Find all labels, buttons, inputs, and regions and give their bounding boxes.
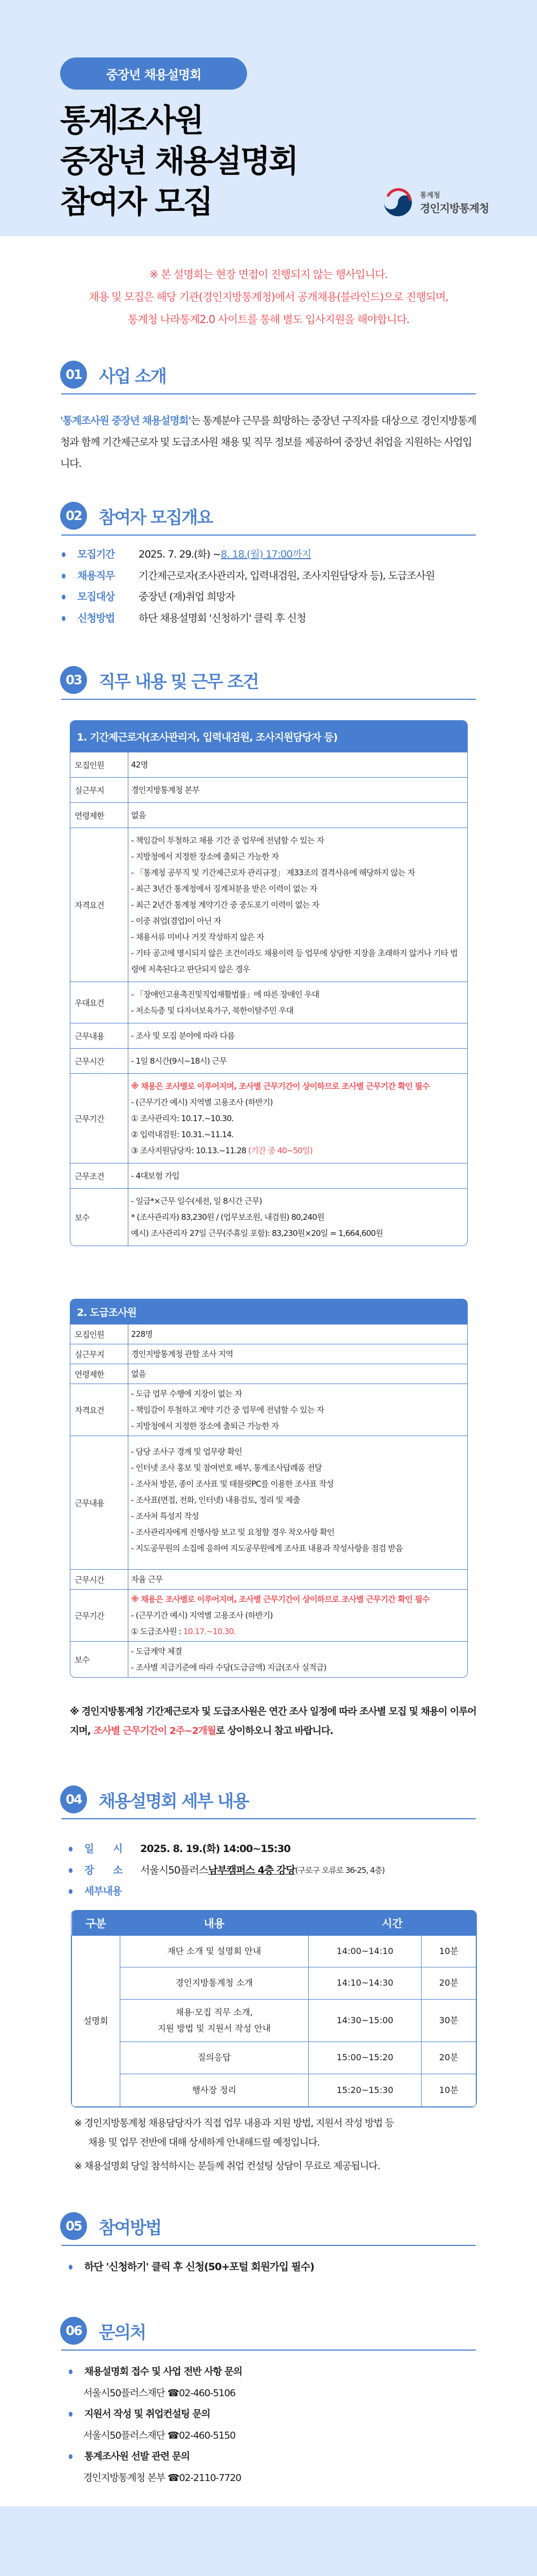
table-row: [70, 1569, 467, 1589]
row-label: 모집인원: [70, 752, 128, 777]
note-line: ※ 경인지방통계청 채용담당자가 직접 업무 내용과 지원 방법, 지원서 작성 방법 등: [74, 2118, 394, 2129]
value-line: - 저소득층 및 다자녀보육가구, 북한이탈주민 우대: [131, 1006, 294, 1015]
value-line: 예시) 조사관리자 27일 근무(주휴일 포함): 83,230원×20일 = 1,664,600원: [131, 1228, 383, 1238]
value-line: 없음: [131, 1369, 146, 1379]
item-value: 하단 '신청하기' 클릭 후 신청(50+포털 회원가입 필수): [84, 2261, 314, 2273]
value-line: - 지방청에서 지정한 장소에 출퇴근 가능한 자: [131, 852, 279, 861]
schedule-duration: 10분: [422, 1935, 476, 1967]
contact-org: 서울시50플러스재단: [83, 2387, 165, 2399]
period-highlight: (기간 중 40~50일): [248, 1146, 313, 1155]
recruitment-note: [70, 1702, 478, 1741]
section-header-intro: [60, 361, 477, 409]
bullet-icon: [69, 1889, 72, 1894]
value-line: - 지도공무원의 소집에 응하여 지도공무원에게 조사표 내용과 작성사항을 점검 받음: [131, 1543, 403, 1553]
row-value: [128, 1023, 467, 1048]
table-row: [70, 1364, 467, 1384]
table-row: [70, 1048, 467, 1073]
table-row: [70, 1344, 467, 1364]
bullet-icon: [69, 2369, 72, 2374]
section-header-contact: [60, 2317, 477, 2365]
contact-list: [67, 2361, 242, 2489]
item-label: 모집대상: [77, 591, 115, 603]
contact-detail: [67, 2425, 242, 2447]
phone-icon: ☎: [165, 2429, 179, 2441]
item-value: 서울시50플러스: [140, 1864, 208, 1876]
table-row: [70, 752, 467, 777]
section-number: 05: [60, 2212, 87, 2240]
section-divider: [61, 393, 476, 394]
item-label: 모집기간: [77, 548, 115, 560]
title-line: 참여자 모집: [60, 184, 212, 220]
table-row: [70, 1641, 467, 1677]
event-notes: [74, 2114, 394, 2176]
section-number: 06: [60, 2317, 87, 2345]
value-line: - 담당 조사구 경계 및 업무량 확인: [131, 1447, 242, 1457]
warning-text: ※ 채용은 조사별로 이루어지며, 조사별 근무기간이 상이하므로 조사별 근무기간 확인 필수: [131, 1594, 430, 1604]
value-line: - 조사별 지급기준에 따라 수당(도급금액) 지급(조사 실적급): [131, 1663, 326, 1672]
section-header-overview: [60, 502, 477, 550]
col-header: 내용: [120, 1911, 308, 1935]
section-title: 사업 소개: [99, 366, 166, 386]
logo-parent-org: 통계청: [420, 192, 440, 200]
event-date: [67, 1839, 384, 1860]
table-title: 2. 도급조사원: [70, 1299, 467, 1324]
value-line: - 조사처 특성지 작성: [131, 1511, 199, 1521]
value-line: - 1일 8시간(9시~18시) 근무: [131, 1056, 227, 1066]
intro-paragraph: [60, 410, 479, 474]
schedule-row: [72, 1967, 476, 1999]
schedule-time: 14:00~14:10: [308, 1935, 421, 1967]
note-highlight: 조사별 근무기간이 2주~2개월: [93, 1725, 216, 1737]
warning-text: ※ 채용은 조사별로 이루어지며, 조사별 근무기간이 상이하므로 조사별 근무기간 확인 필수: [131, 1081, 430, 1091]
row-label: 실근무지: [70, 1344, 128, 1364]
value-line: - 조사표(면접, 전화, 인터넷) 내용검토, 정리 및 제출: [131, 1495, 300, 1505]
value-line: - 인터넷 조사 홍보 및 참여번호 배부, 통계조사답례품 전달: [131, 1463, 322, 1473]
item-label: 일 시: [84, 1843, 122, 1855]
phone-icon: ☎: [165, 2387, 179, 2399]
value-line: [131, 1143, 465, 1159]
row-label: 보수: [70, 1642, 128, 1677]
value-line: - 도급 업무 수행에 지장이 없는 자: [131, 1389, 242, 1399]
row-label: 근무시간: [70, 1570, 128, 1589]
item-value: 중장년 (재)취업 희망자: [139, 591, 235, 603]
schedule-row: [72, 1999, 476, 2041]
table-row: [70, 1384, 467, 1436]
table-row: [70, 1073, 467, 1163]
section-divider: [61, 2350, 476, 2351]
period-highlight: 10.17.~10.30.: [183, 1627, 236, 1636]
venue-address: (구로구 오류로 36-25, 4층): [295, 1865, 384, 1875]
section-title: 참여자 모집개요: [99, 507, 213, 528]
row-value: [128, 1364, 467, 1384]
table-row: [70, 802, 467, 828]
period-text: ③ 조사지원담당자: 10.13.~11.28: [131, 1146, 249, 1155]
item-label: 장 소: [84, 1864, 122, 1876]
value-line: - 조사관리자에게 진행사항 보고 및 요청할 경우 착오사항 확인: [131, 1527, 335, 1537]
schedule-content: 질의응답: [120, 2041, 308, 2074]
value-line: - 일급*×근무 일수(세전, 일 8시간 근무): [131, 1196, 262, 1206]
section-divider: [61, 699, 476, 700]
row-value: [128, 1163, 467, 1188]
title-line: 중장년 채용설명회: [60, 143, 297, 179]
schedule-duration: 20분: [422, 1967, 476, 1999]
value-line: - 책임감이 투철하고 채용 기간 중 업무에 전념할 수 있는 자: [131, 836, 324, 845]
schedule-content: 채용·모집 직무 소개, 지원 방법 및 지원서 작성 안내: [120, 1999, 308, 2041]
row-value: [128, 1570, 467, 1589]
section-title: 채용설명회 세부 내용: [99, 1791, 249, 1811]
schedule-duration: 20분: [422, 2041, 476, 2074]
apply-list: [67, 2257, 314, 2278]
overview-item-period: [60, 544, 434, 566]
value-line: - 책임감이 투철하고 계약 기간 중 업무에 전념할 수 있는 자: [131, 1405, 324, 1415]
page-title: [60, 100, 297, 222]
table-row: [70, 777, 467, 802]
contact-phone: 02-2110-7720: [179, 2472, 241, 2484]
agency-logo: [382, 187, 489, 218]
item-label: 세부내용: [84, 1885, 122, 1897]
logo-org-name: 경인지방통계청: [420, 202, 489, 215]
schedule-duration: 30분: [422, 1999, 476, 2041]
contact-heading: [67, 2361, 242, 2383]
bullet-icon: [69, 2454, 72, 2459]
schedule-time: 14:30~15:00: [308, 1999, 421, 2041]
intro-text: 는 통계분야 근무를 희망하는 중장년 구직자를 대상으로 경인지방통계청과 함께 기간제근로자 및 도급조사원 채용 및 직무 정보를 제공하여 중장년 취업을 지원하는 사업입니다.: [60, 415, 476, 470]
schedule-content: 재단 소개 및 설명회 안내: [120, 1935, 308, 1967]
value-line: * (조사관리자) 83,230원 / (업무보조원, 내검원) 80,240원: [131, 1212, 324, 1222]
row-value: [128, 1642, 467, 1677]
value-line: ② 입력내검원: 10.31.~11.14.: [131, 1130, 234, 1139]
value-line: - 조사처 방문, 종이 조사표 및 태블릿PC를 이용한 조사표 작성: [131, 1479, 334, 1489]
overview-list: [60, 544, 434, 629]
event-details: [67, 1881, 384, 1902]
row-label: 보수: [70, 1189, 128, 1246]
schedule-row: [72, 2074, 476, 2106]
contact-phone: 02-460-5150: [179, 2429, 236, 2441]
section-header-jobs: [60, 666, 477, 714]
value-line: - 4대보험 가입: [131, 1171, 179, 1181]
note-text: 로 상이하오니 참고 바랍니다.: [215, 1725, 333, 1737]
note-line: ※ 채용설명회 당일 참석하시는 분들께 취업 컨설팅 상담이 무료로 제공됩니다.: [74, 2161, 380, 2172]
notice-line: 채용 및 모집은 해당 기관(경인지방통계청)에서 공개채용(블라인드)으로 진행되며,: [89, 290, 448, 303]
row-label: 근무내용: [70, 1436, 128, 1569]
value-line: ① 조사관리자: 10.17.~10.30.: [131, 1114, 234, 1123]
value-line: [131, 1623, 465, 1640]
section-number: 01: [60, 361, 87, 389]
item-value: 기간제근로자(조사관리자, 입력내검원, 조사지원담당자 등), 도급조사원: [139, 569, 435, 582]
row-label: 모집인원: [70, 1324, 128, 1344]
section-title: 직무 내용 및 근무 조건: [99, 671, 258, 692]
notice-line: ※ 본 설명회는 현장 면접이 진행되지 않는 행사입니다.: [149, 268, 388, 281]
contact-phone: 02-460-5106: [179, 2387, 236, 2399]
schedule-table: [71, 1910, 477, 2107]
contact-topic: 통계조사원 선발 관련 문의: [84, 2451, 190, 2462]
note-line: 채용 및 업무 전반에 대해 상세하게 안내해드릴 예정입니다.: [88, 2137, 320, 2148]
value-line: 경인지방통계청 본부: [131, 785, 200, 795]
section-title: 참여방법: [99, 2218, 161, 2238]
period-text: ① 도급조사원 :: [131, 1627, 184, 1636]
row-label: 자격요건: [70, 1384, 128, 1436]
venue: 남부캠퍼스 4층 강당: [208, 1864, 295, 1876]
bullet-icon: [69, 1847, 72, 1851]
section-number: 03: [60, 666, 87, 694]
contact-heading: [67, 2404, 242, 2425]
contact-detail: [67, 2383, 242, 2404]
bullet-icon: [62, 574, 66, 579]
section-divider: [61, 2245, 476, 2246]
contact-topic: 지원서 작성 및 취업컨설팅 문의: [84, 2409, 211, 2420]
contact-org: 경인지방통계청 본부: [83, 2472, 165, 2484]
apply-instruction: [67, 2257, 314, 2278]
value-line: - 이중 취업(겸업)이 아닌 자: [131, 916, 221, 926]
row-value: [128, 1049, 467, 1073]
row-value: [128, 828, 467, 982]
overview-item-jobs: [60, 566, 434, 587]
value-line: - (근무기간 예시) 지역별 고용조사 (하반기): [131, 1611, 273, 1620]
table-row: [70, 982, 467, 1023]
section-title: 문의처: [99, 2322, 146, 2343]
value-line: - 「장애인고용촉진및직업재활법률」에 따른 장애인 우대: [131, 990, 320, 999]
row-value: [128, 1189, 467, 1246]
value-line: - 「통계청 공무직 및 기간제근로자 관리규정」 제33조의 결격사유에 해당하지 않는 자: [131, 868, 415, 877]
item-value: 하단 채용설명회 '신청하기' 클릭 후 신청: [139, 612, 306, 624]
row-label: 연령제한: [70, 1364, 128, 1384]
event-badge: 중장년 채용설명회: [60, 57, 247, 90]
value-line: 없음: [131, 810, 146, 820]
section-header-apply: [60, 2212, 477, 2260]
overview-item-method: [60, 608, 434, 630]
value-line: - (근무기간 예시) 지역별 고용조사 (하반기): [131, 1097, 273, 1107]
row-label: 근무조건: [70, 1163, 128, 1188]
row-value: [128, 1590, 467, 1641]
row-value: [128, 1324, 467, 1344]
item-label: 신청방법: [77, 612, 115, 624]
table-row: [70, 1023, 467, 1048]
table-title: 1. 기간제근로자(조사관리자, 입력내검원, 조사지원담당자 등): [70, 721, 467, 752]
value-line: - 도급계약 체결: [131, 1646, 182, 1656]
section-number: 04: [60, 1785, 87, 1813]
value-line: - 최근 3년간 통계청에서 징계처분을 받은 이력이 없는 자: [131, 884, 317, 894]
contact-detail: [67, 2468, 242, 2489]
schedule-row: [72, 1935, 476, 1967]
bullet-icon: [69, 1868, 72, 1873]
overview-item-target: [60, 587, 434, 608]
event-place: [67, 1860, 384, 1882]
bullet-icon: [62, 616, 66, 621]
value-line: - 최근 2년간 통계청 계약기간 중 중도포기 이력이 없는 자: [131, 900, 320, 910]
note-text: ※ 경인지방통계청 기간제근로자 및 도급조사원은 연간 조사 일정에 따라 조사별 모집 및 채용이 이루어지며,: [70, 1706, 476, 1737]
value-line: 경인지방통계청 관할 조사 지역: [131, 1349, 233, 1359]
event-info-list: [67, 1839, 384, 1902]
col-header: 시간: [308, 1911, 476, 1935]
contract-worker-table: [70, 720, 468, 1246]
schedule-content: 행사장 정리: [120, 2074, 308, 2106]
phone-icon: ☎: [165, 2472, 179, 2484]
bullet-icon: [69, 2265, 72, 2270]
row-value: [128, 803, 467, 828]
schedule-row: [72, 2041, 476, 2074]
row-value: [128, 1384, 467, 1436]
row-label: 우대요건: [70, 982, 128, 1023]
item-value: 2025. 7. 29.(화) ~: [139, 548, 221, 560]
schedule-time: 14:10~14:30: [308, 1967, 421, 1999]
value-line: - 지방청에서 지정한 장소에 출퇴근 가능한 자: [131, 1421, 279, 1431]
table-row: [70, 1163, 467, 1188]
row-label: 근무시간: [70, 1049, 128, 1073]
taegeuk-emblem-icon: [382, 187, 413, 218]
contact-topic: 채용설명회 접수 및 사업 전반 사항 문의: [84, 2366, 242, 2377]
row-label: 근무기간: [70, 1590, 128, 1641]
item-label: 채용직무: [77, 569, 115, 582]
value-line: - 채용서류 미비나 거짓 작성하지 않은 자: [131, 932, 264, 942]
value-line: - 기타 공고에 명시되지 않은 조건이라도 채용이력 등 업무에 상당한 지장을 초래하지 않거나 기타 법령에 저촉된다고 판단되지 않은 경우: [131, 948, 458, 974]
intro-highlight: '통계조사원 중장년 채용설명회': [60, 415, 191, 427]
notice-line: 통계청 나라통계2.0 사이트를 통해 별도 입사지원을 해야합니다.: [127, 313, 410, 326]
section-divider: [61, 535, 476, 536]
table-row: [70, 1436, 467, 1569]
value-line: - 조사 및 모집 분야에 따라 다름: [131, 1031, 235, 1041]
row-value: [128, 1436, 467, 1569]
bullet-icon: [62, 595, 66, 599]
row-label: 연령제한: [70, 803, 128, 828]
value-line: 42명: [131, 760, 148, 770]
contact-org: 서울시50플러스재단: [83, 2429, 165, 2441]
row-value: [128, 1344, 467, 1364]
section-number: 02: [60, 502, 87, 530]
row-label: 근무내용: [70, 1023, 128, 1048]
table-row: [70, 828, 467, 982]
schedule-content: 경인지방통계청 소개: [120, 1967, 308, 1999]
bullet-icon: [69, 2412, 72, 2417]
row-label: 근무기간: [70, 1074, 128, 1163]
schedule-duration: 10분: [422, 2074, 476, 2106]
title-line: 통계조사원: [60, 102, 203, 138]
notice-block: [0, 263, 537, 331]
table-row: [70, 1188, 467, 1246]
row-value: [128, 1074, 467, 1163]
row-value: [128, 752, 467, 777]
deadline: 8. 18.(월) 17:00까지: [220, 548, 311, 560]
table-row: [70, 1589, 467, 1641]
table-row: [70, 1324, 467, 1344]
col-header: 구분: [72, 1911, 120, 1935]
value-line: 228명: [131, 1329, 153, 1339]
row-value: [128, 982, 467, 1023]
bullet-icon: [62, 552, 66, 557]
schedule-time: 15:00~15:20: [308, 2041, 421, 2074]
row-label: 실근무지: [70, 778, 128, 802]
item-value: 2025. 8. 19.(화) 14:00~15:30: [140, 1843, 291, 1855]
schedule-group: 설명회: [72, 1935, 120, 2106]
contact-heading: [67, 2446, 242, 2468]
row-value: [128, 778, 467, 802]
section-divider: [61, 1818, 476, 1819]
section-header-event: [60, 1785, 477, 1834]
footer-band: [0, 2506, 537, 2576]
schedule-time: 15:20~15:30: [308, 2074, 421, 2106]
value-line: 자율 근무: [131, 1575, 163, 1584]
subcontract-surveyor-table: [70, 1299, 468, 1678]
row-label: 자격요건: [70, 828, 128, 982]
